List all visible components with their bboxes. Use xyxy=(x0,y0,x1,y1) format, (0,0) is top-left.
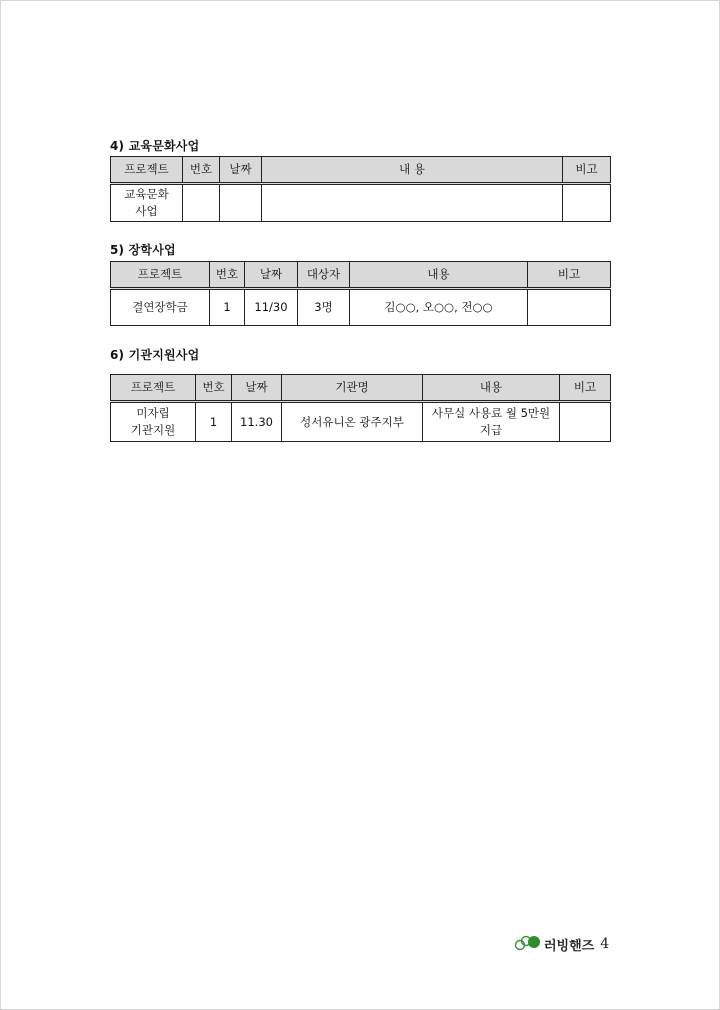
header-institution: 기관명 xyxy=(282,375,423,402)
institution-support-table xyxy=(110,374,611,442)
cell-number xyxy=(183,184,220,222)
cell-institution: 성서유니온 광주지부 xyxy=(282,402,423,442)
cell-number: 1 xyxy=(210,289,245,326)
header-date: 날짜 xyxy=(232,375,282,402)
header-number: 번호 xyxy=(210,262,245,289)
header-project: 프로젝트 xyxy=(111,157,183,184)
header-project: 프로젝트 xyxy=(111,262,210,289)
table-row xyxy=(111,184,611,222)
section-title-education: 4) 교육문화사업 xyxy=(110,139,200,153)
cell-remarks xyxy=(528,289,611,326)
cell-date xyxy=(220,184,262,222)
table-row xyxy=(111,402,611,442)
header-date: 날짜 xyxy=(220,157,262,184)
scholarship-table xyxy=(110,261,611,326)
education-culture-table xyxy=(110,156,611,222)
cell-project: 결연장학금 xyxy=(111,289,210,326)
header-recipients: 대상자 xyxy=(298,262,350,289)
header-remarks: 비고 xyxy=(560,375,611,402)
header-number: 번호 xyxy=(196,375,232,402)
table-row xyxy=(111,289,611,326)
cell-remarks xyxy=(563,184,611,222)
header-content: 내 용 xyxy=(262,157,563,184)
cell-content: 사무실 사용료 월 5만원 지급 xyxy=(423,402,560,442)
clover-leaf-icon xyxy=(514,932,542,956)
cell-remarks xyxy=(560,402,611,442)
footer-brand: 러빙핸즈 xyxy=(544,938,595,954)
page-number: 4 xyxy=(600,936,610,952)
section-title-scholarship: 5) 장학사업 xyxy=(110,243,176,257)
cell-content: 김○○, 오○○, 전○○ xyxy=(350,289,528,326)
cell-date: 11/30 xyxy=(245,289,298,326)
cell-date: 11.30 xyxy=(232,402,282,442)
cell-project: 교육문화 사업 xyxy=(111,184,183,222)
footer xyxy=(514,932,609,956)
header-date: 날짜 xyxy=(245,262,298,289)
header-project: 프로젝트 xyxy=(111,375,196,402)
cell-number: 1 xyxy=(196,402,232,442)
header-content: 내용 xyxy=(350,262,528,289)
section-title-institution-support: 6) 기관지원사업 xyxy=(110,348,200,362)
header-number: 번호 xyxy=(183,157,220,184)
cell-project: 미자립 기관지원 xyxy=(111,402,196,442)
header-content: 내용 xyxy=(423,375,560,402)
cell-recipients: 3명 xyxy=(298,289,350,326)
cell-content xyxy=(262,184,563,222)
header-remarks: 비고 xyxy=(528,262,611,289)
header-remarks: 비고 xyxy=(563,157,611,184)
